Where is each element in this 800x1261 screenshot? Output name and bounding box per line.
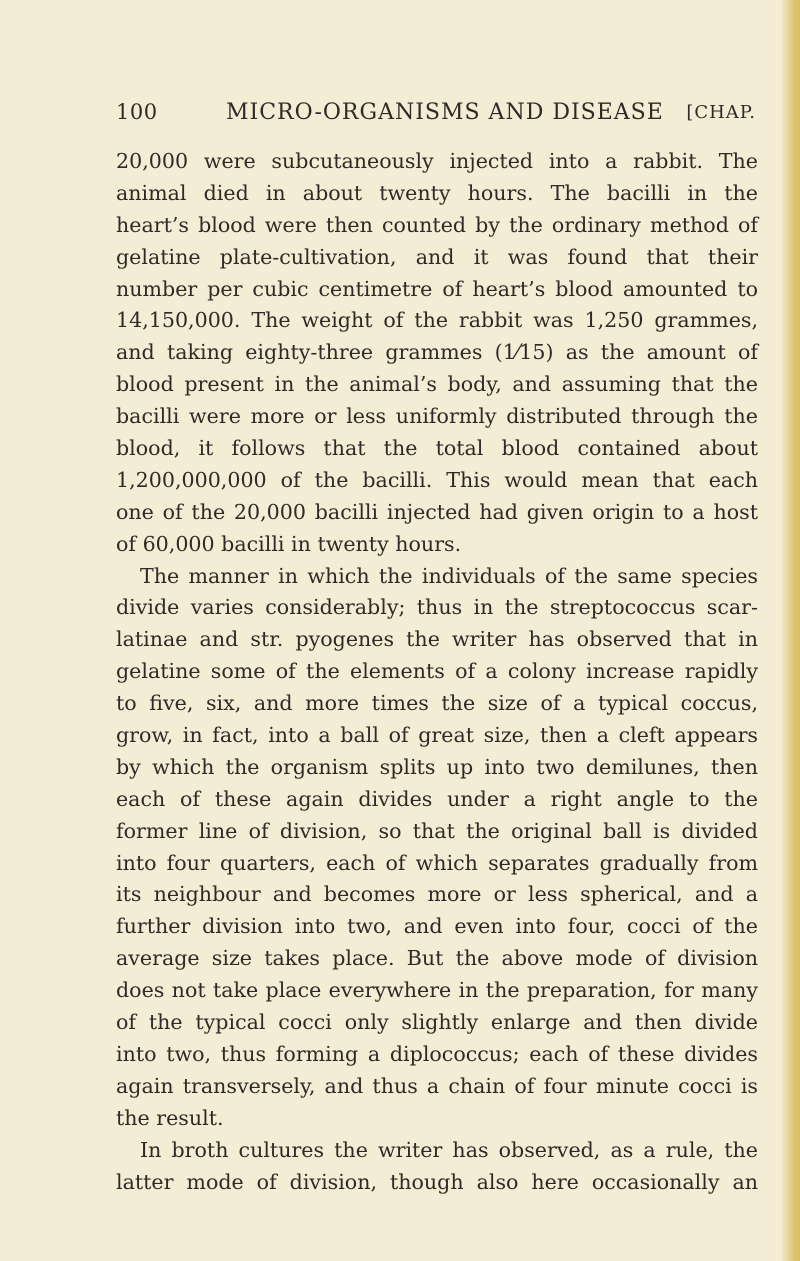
text-line: bacilli were more or less uniformly distributed through the bbox=[116, 404, 758, 429]
text-line: blood present in the animal’s body, and assuming that the bbox=[116, 372, 758, 397]
text-line: grow, in fact, into a ball of great size, then a cleft appears bbox=[116, 723, 758, 748]
text-line: each of these again divides under a right angle to the bbox=[116, 786, 758, 811]
running-title: MICRO-ORGANISMS AND DISEASE bbox=[226, 100, 664, 125]
text-line: 20,000 were subcutaneously injected into a rabbit. The bbox=[116, 149, 758, 173]
page-edge bbox=[782, 0, 800, 1261]
text-line: heart’s blood were then counted by the ordinary method of bbox=[116, 212, 758, 237]
text-line: animal died in about twenty hours. The bacilli in the bbox=[116, 180, 758, 205]
text-line: divide varies considerably; thus in the streptococcus scar- bbox=[116, 595, 758, 620]
text-line: to five, six, and more times the size of a typical coccus, bbox=[116, 691, 758, 716]
text-line: blood, it follows that the total blood contained about bbox=[116, 436, 758, 461]
text-line: of the typical cocci only slightly enlarge and then divide bbox=[116, 1010, 758, 1035]
text-line: and taking eighty-three grammes (1⁄15) as the amount of bbox=[116, 340, 758, 365]
text-line: gelatine some of the elements of a colony increase rapidly bbox=[116, 659, 758, 684]
text-line: In broth cultures the writer has observed, as a rule, the bbox=[140, 1137, 758, 1162]
text-line: The manner in which the individuals of the same species bbox=[140, 563, 758, 588]
text-line: further division into two, and even into four, cocci of the bbox=[116, 914, 758, 939]
page-number: 100 bbox=[116, 100, 158, 124]
running-header bbox=[116, 98, 756, 138]
text-line: its neighbour and becomes more or less spherical, and a bbox=[116, 882, 758, 907]
body-text bbox=[116, 146, 758, 1198]
text-line: average size takes place. But the above mode of division bbox=[116, 946, 758, 971]
text-line: latinae and str. pyogenes the writer has observed that in bbox=[116, 627, 758, 652]
text-line: by which the organism splits up into two demilunes, then bbox=[116, 754, 758, 779]
text-line: latter mode of division, though also here occasionally an bbox=[116, 1169, 758, 1194]
text-line: the result. bbox=[116, 1105, 224, 1130]
text-line: 1,200,000,000 of the bacilli. This would mean that each bbox=[116, 467, 758, 492]
text-line: one of the 20,000 bacilli injected had given origin to a host bbox=[116, 499, 758, 524]
text-line: former line of division, so that the original ball is divided bbox=[116, 818, 758, 843]
text-line: number per cubic centimetre of heart’s blood amounted to bbox=[116, 276, 758, 301]
chapter-marker: [CHAP. bbox=[686, 102, 756, 123]
text-line: into four quarters, each of which separates gradually from bbox=[116, 850, 758, 875]
text-line: gelatine plate-cultivation, and it was found that their bbox=[116, 244, 758, 269]
text-line: into two, thus forming a diplococcus; each of these divides bbox=[116, 1041, 758, 1066]
text-line: again transversely, and thus a chain of four minute cocci is bbox=[116, 1073, 758, 1098]
text-line: 14,150,000. The weight of the rabbit was 1,250 grammes, bbox=[116, 308, 758, 333]
text-line: does not take place everywhere in the preparation, for many bbox=[116, 978, 758, 1003]
text-line: of 60,000 bacilli in twenty hours. bbox=[116, 531, 462, 556]
